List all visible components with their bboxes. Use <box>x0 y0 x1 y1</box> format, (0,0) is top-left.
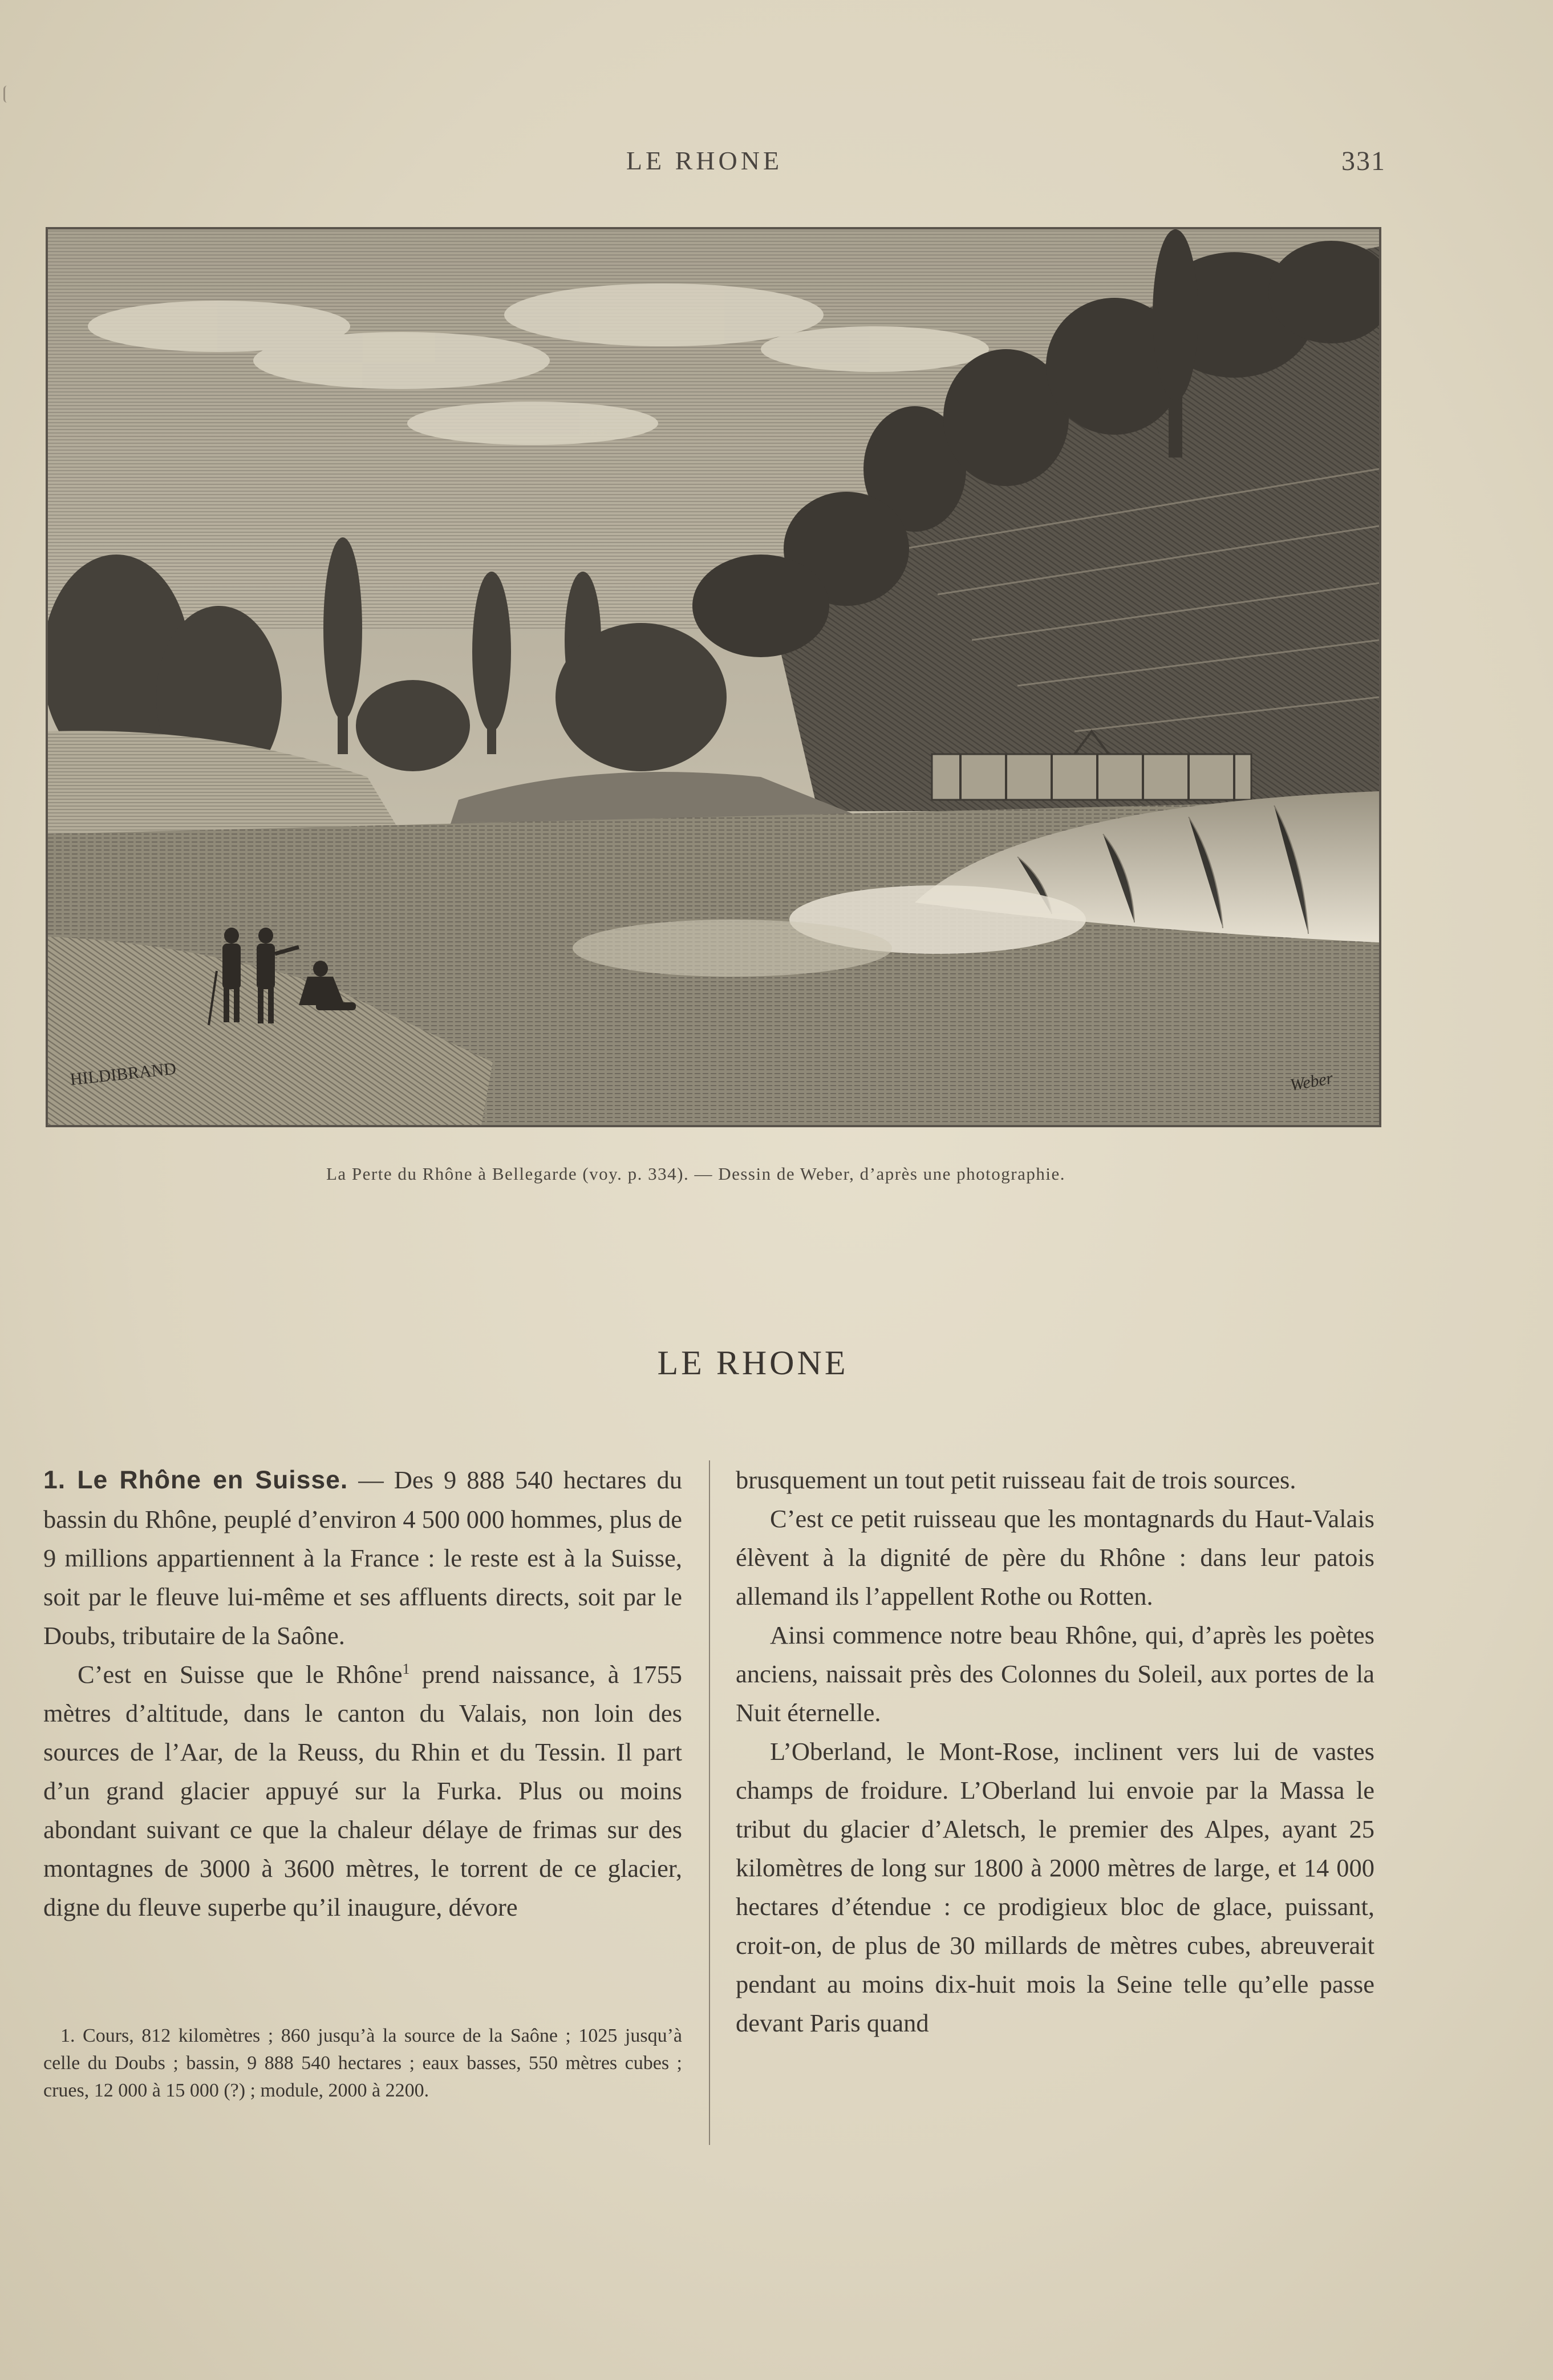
footnote <box>43 2022 682 2104</box>
paragraph-1-text: — Des 9 888 540 hectares du bassin du Rhône, peuplé d’environ 4 500 000 hommes, plus de 9 millions appartiennent à la France : le reste est à la Suisse, soit par le fleuve lui-même et ses affluents directs, soit par le Doubs, tributaire de la Saône. <box>43 1466 682 1650</box>
page-edge-mark <box>3 86 11 103</box>
running-head-title: LE RHONE <box>626 146 783 175</box>
paragraph-1 <box>43 1460 682 1655</box>
page-number: 331 <box>1341 146 1386 176</box>
column-divider <box>709 1460 710 2145</box>
section-heading: 1. Le Rhône en Suisse. <box>43 1466 348 1494</box>
engraver-signature-right: Weber <box>1288 1068 1335 1095</box>
paragraph-6: L’Oberland, le Mont-Rose, inclinent vers lui de vastes champs de froidure. L’Oberland lui envoie par la Massa le tribut du glacier d’Aletsch, le premier des Alpes, ayant 25 kilomètres de long sur 1800 à 2000 mètres de large, et 14 000 hectares d’étendue : ce prodigieux bloc de glace, puissant, croit-on, de plus de 30 millards de mètres cubes, abreuverait pendant au moins dix-huit mois la Seine telle qu’elle passe devant Paris quand <box>736 1737 1374 2037</box>
engraving-scene <box>48 229 1379 1125</box>
paragraph-5: Ainsi commence notre beau Rhône, qui, d’après les poètes anciens, naissait près des Colonnes du Soleil, aux portes de la Nuit éternelle. <box>736 1621 1374 1727</box>
article-title: LE RHONE <box>657 1344 849 1382</box>
footnote-text: 1. Cours, 812 kilomètres ; 860 jusqu’à la source de la Saône ; 1025 jusqu’à celle du Doubs ; bassin, 9 888 540 hectares ; eaux basses, 550 mètres cubes ; crues, 12 000 à 15 000 (?) ; module, 2000 à 2200. <box>43 2025 682 2101</box>
engraver-signature-left: HILDIBRAND <box>69 1059 177 1089</box>
paragraph-2: C’est en Suisse que le Rhône$^1$ prend naissance, à 1755 mètres d’altitude, dans le canton du Valais, non loin des sources de l’Aar, de la Reuss, du Rhin et du Tessin. Il part d’un grand glacier appuyé sur la Furka. Plus ou moins abondant suivant ce que la chaleur délaye de frimas sur des montagnes de 3000 à 3600 mètres, le torrent de ce glacier, digne du fleuve superbe qu’il inaugure, dévore <box>43 1660 683 1921</box>
footnote-marker: 1 <box>402 1661 410 1678</box>
left-column <box>43 1460 682 1994</box>
illustration-caption: La Perte du Rhône à Bellegarde (voy. p. 334). — Dessin de Weber, d’après une photographie. <box>326 1164 1065 1184</box>
paragraph-3: brusquement un tout petit ruisseau fait de trois sources. <box>736 1466 1296 1494</box>
right-column <box>736 1460 1374 2145</box>
paragraph-4: C’est ce petit ruisseau que les montagnards du Haut-Valais élèvent à la dignité de père du Rhône : dans leur patois allemand ils l’appellent Rothe ou Rotten. <box>736 1504 1374 1610</box>
engraving-illustration <box>46 227 1381 1127</box>
